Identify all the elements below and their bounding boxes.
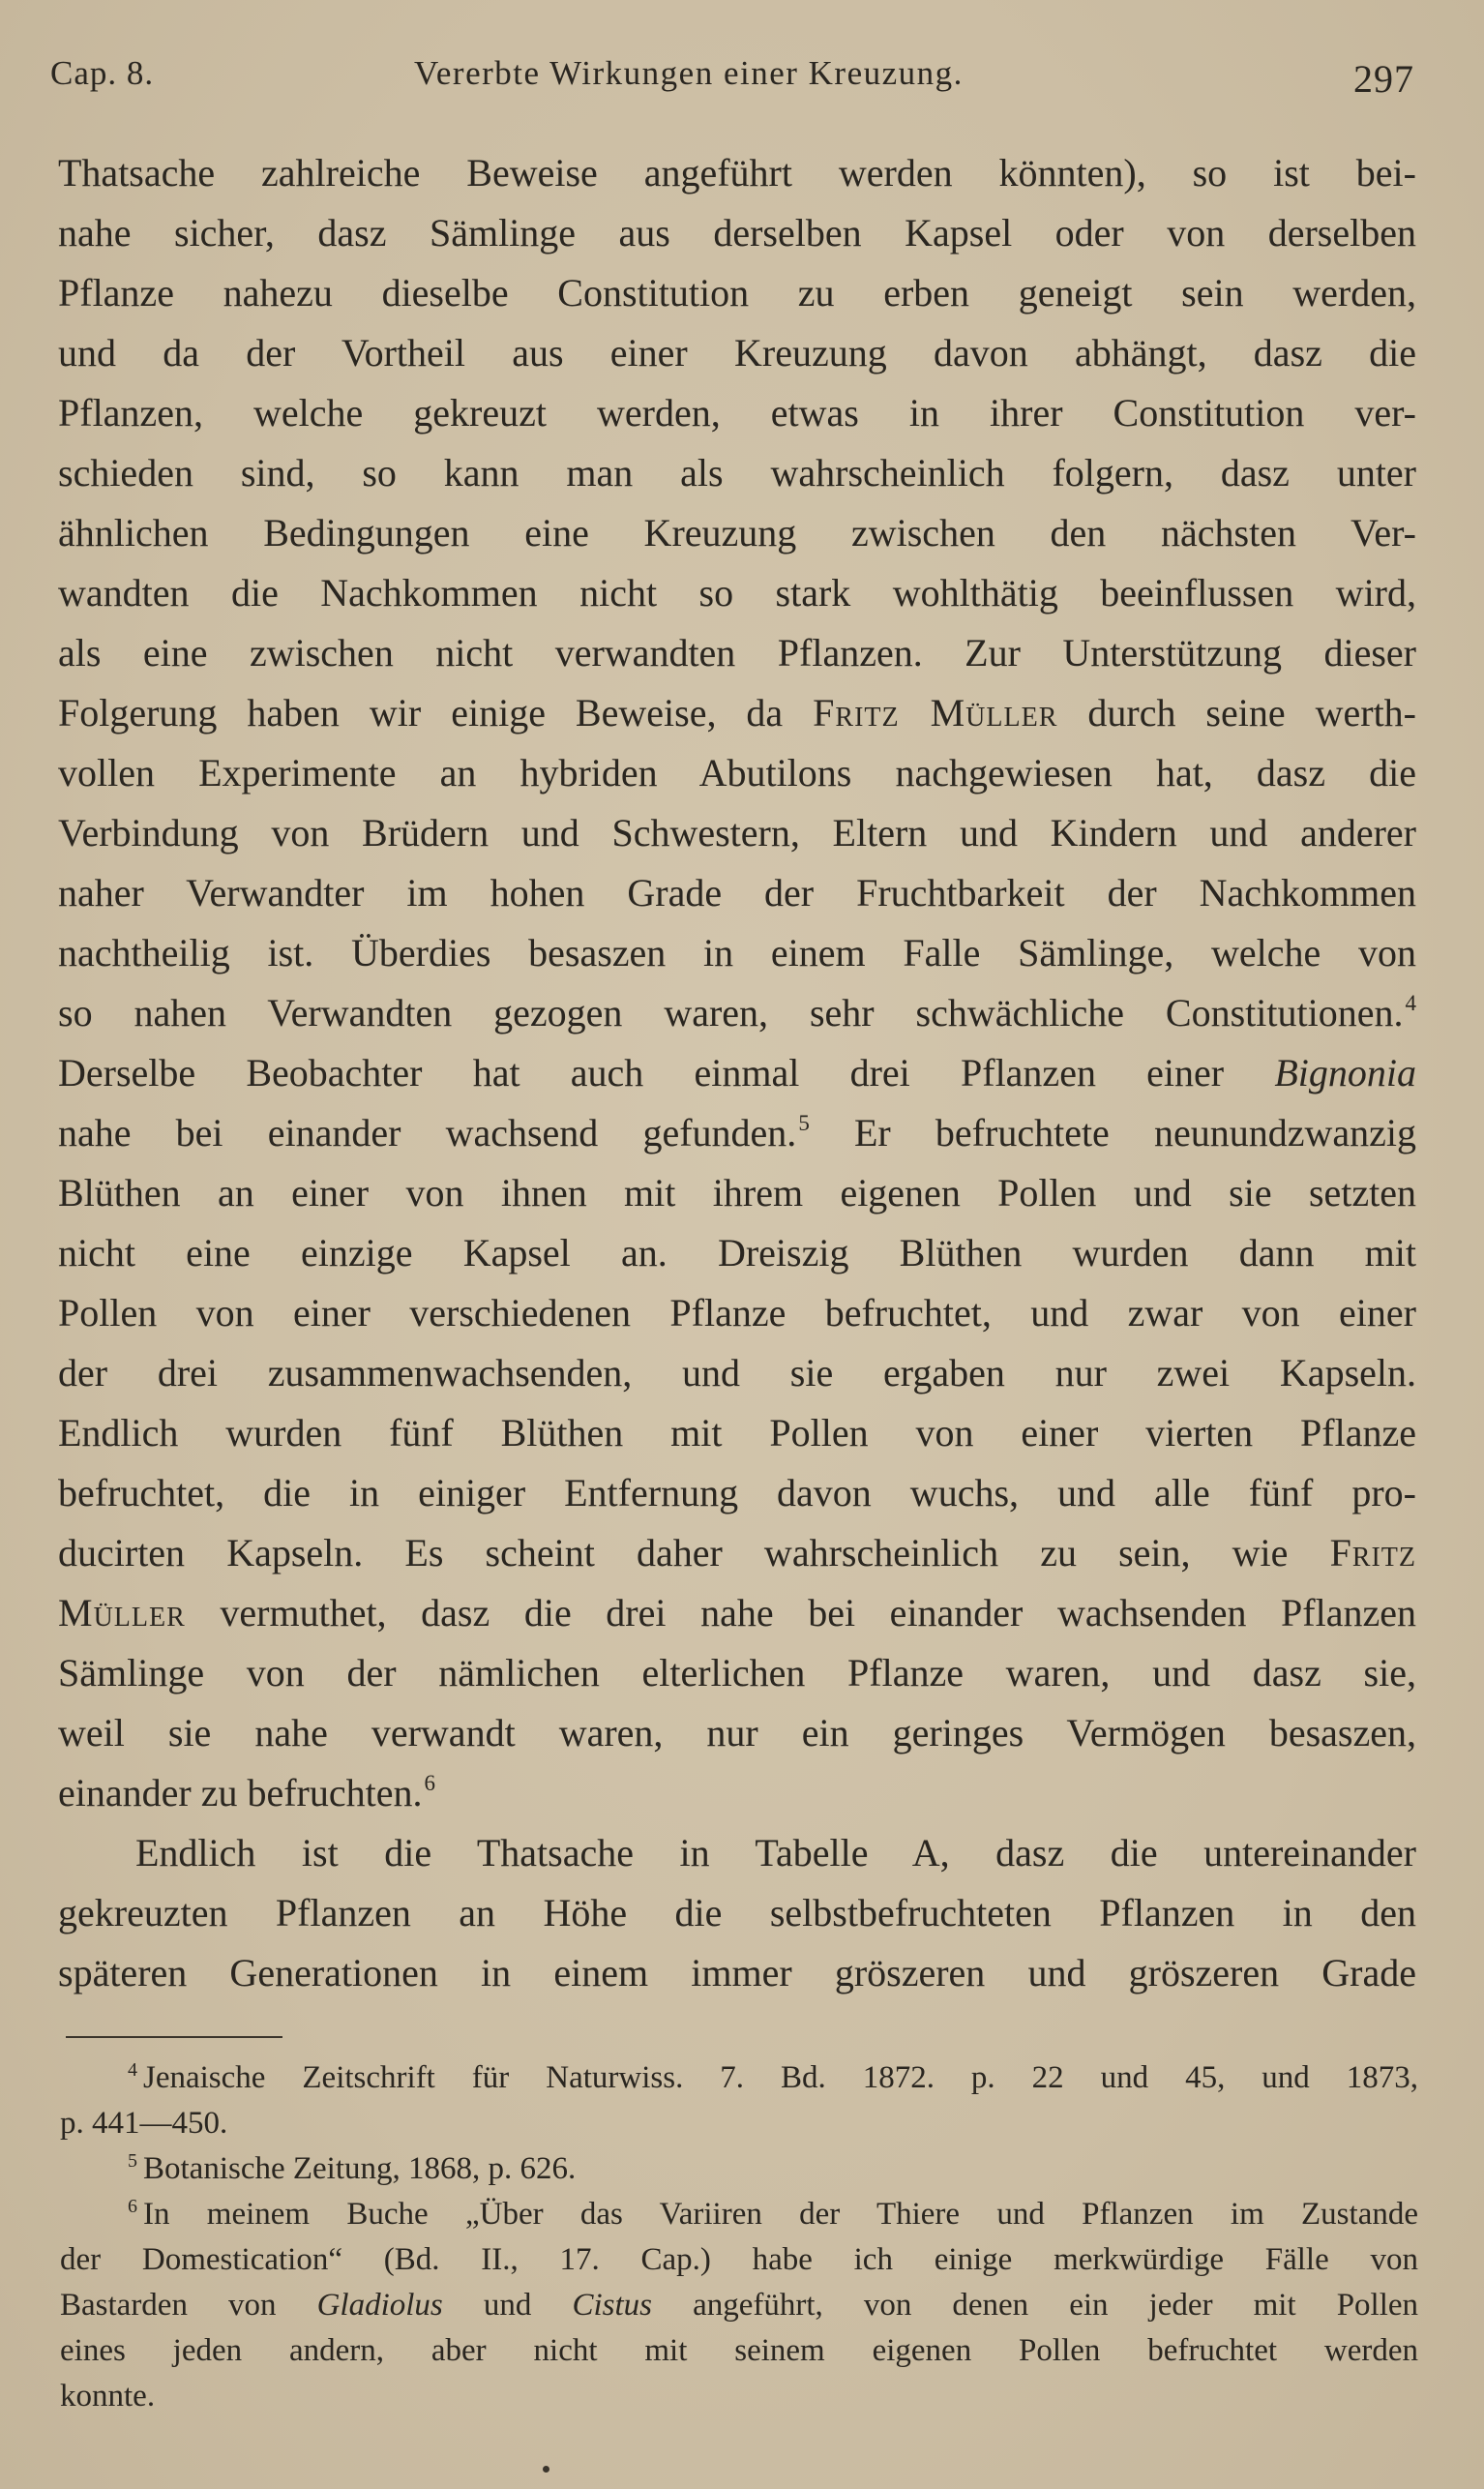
- text-line: Endlich ist die Thatsache in Tabelle A, dasz die untereinander: [135, 1831, 1416, 1874]
- text-line: späteren Generationen in einem immer gröszeren und gröszeren Grade: [58, 1951, 1416, 1994]
- text-line: ähnlichen Bedingungen eine Kreuzung zwischen den nächsten Ver-: [58, 511, 1416, 555]
- text-line: als eine zwischen nicht verwandten Pflanzen. Zur Unterstützung dieser: [58, 631, 1416, 675]
- text-run: angeführt, von denen ein jeder mit Pollen: [693, 2288, 1419, 2323]
- text-run: Botanische Zeitung, 1868, p. 626.: [143, 2151, 577, 2186]
- ink-speck: [543, 2466, 549, 2473]
- footnote-ref: 5: [798, 1111, 810, 1135]
- text-run: Derselbe Beobachter hat auch einmal drei Pflanzen einer: [58, 1051, 1225, 1095]
- text-line: [58, 1763, 1416, 1823]
- text-line: Thatsache zahlreiche Beweise angeführt werden könnten), so ist bei-: [58, 151, 1416, 195]
- text-line: weil sie nahe verwandt waren, nur ein geringes Vermögen besaszen,: [58, 1711, 1416, 1754]
- text-line: Pollen von einer verschiedenen Pflanze befruchtet, und zwar von einer: [58, 1291, 1416, 1334]
- text-run: ducirten Kapseln. Es scheint daher wahrscheinlich zu sein, wie: [58, 1531, 1289, 1574]
- text-line: nachtheilig ist. Überdies besaszen in einem Falle Sämlinge, welche von: [58, 931, 1416, 975]
- text-run: so nahen Verwandten gezogen waren, sehr schwächliche Constitutionen.: [58, 991, 1404, 1035]
- text-run: durch seine werth-: [1087, 691, 1416, 735]
- text-line: [58, 1103, 1416, 1163]
- footnote-line: p. 441—450.: [60, 2106, 228, 2141]
- text-run: Jenaische Zeitschrift für Naturwiss. 7. Bd. 1872. p. 22 und 45, und 1873,: [143, 2060, 1418, 2095]
- author-name: Müller: [58, 1591, 186, 1634]
- text-line: [58, 683, 1416, 743]
- footnote-divider: [66, 2036, 282, 2038]
- footnote-line: [60, 2055, 1418, 2101]
- text-line: naher Verwandter im hohen Grade der Fruchtbarkeit der Nachkommen: [58, 871, 1416, 915]
- text-line: befruchtet, die in einiger Entfernung davon wuchs, und alle fünf pro-: [58, 1471, 1416, 1514]
- running-head: [50, 54, 1414, 112]
- text-line: und da der Vortheil aus einer Kreuzung davon abhängt, dasz die: [58, 331, 1416, 375]
- text-run: Er befruchtete neunundzwanzig: [854, 1111, 1417, 1155]
- text-run: Bastarden von: [60, 2288, 277, 2323]
- footnotes: [60, 2055, 1418, 2419]
- footnote-line: [60, 2146, 1418, 2192]
- text-line: Endlich wurden fünf Blüthen mit Pollen von einer vierten Pflanze: [58, 1411, 1416, 1454]
- genus-name: Bignonia: [1274, 1051, 1416, 1095]
- text-line: wandten die Nachkommen nicht so stark wohlthätig beeinflussen wird,: [58, 571, 1416, 615]
- footnote-ref: 4: [1405, 991, 1416, 1015]
- text-line: [58, 983, 1416, 1043]
- footnote-line: eines jeden andern, aber nicht mit seinem eigenen Pollen befruchtet werden: [60, 2333, 1418, 2368]
- running-title: Vererbte Wirkungen einer Kreuzung.: [414, 54, 964, 92]
- text-line: [58, 1043, 1416, 1103]
- text-line: nicht eine einzige Kapsel an. Dreiszig Blüthen wurden dann mit: [58, 1231, 1416, 1274]
- footnote-ref: 6: [424, 1771, 435, 1795]
- text-line: [58, 1523, 1416, 1583]
- author-name: Fritz: [1329, 1531, 1417, 1574]
- author-name: Fritz Müller: [813, 691, 1058, 735]
- genus-name: Gladiolus: [316, 2288, 443, 2323]
- chapter-label: Cap. 8.: [50, 54, 155, 92]
- footnote-line: der Domestication“ (Bd. II., 17. Cap.) habe ich einige merkwürdige Fälle von: [60, 2242, 1418, 2277]
- text-run: und: [483, 2288, 532, 2323]
- page-number: 297: [1353, 57, 1414, 101]
- footnote-line: [60, 2283, 1418, 2328]
- footnote-number: 5: [128, 2150, 137, 2172]
- text-run: vermuthet, dasz die drei nahe bei einander wachsenden Pflanzen: [220, 1591, 1417, 1634]
- text-line: Pflanze nahezu dieselbe Constitution zu erben geneigt sein werden,: [58, 271, 1416, 315]
- footnote-line: konnte.: [60, 2379, 156, 2414]
- text-line: Verbindung von Brüdern und Schwestern, Eltern und Kindern und anderer: [58, 811, 1416, 855]
- text-line: gekreuzten Pflanzen an Höhe die selbstbefruchteten Pflanzen in den: [58, 1891, 1416, 1934]
- text-line: Pflanzen, welche gekreuzt werden, etwas in ihrer Constitution ver-: [58, 391, 1416, 435]
- footnote-number: 4: [128, 2059, 137, 2081]
- text-line: nahe sicher, dasz Sämlinge aus derselben Kapsel oder von derselben: [58, 211, 1416, 255]
- footnote-line: [60, 2192, 1418, 2237]
- text-line: Sämlinge von der nämlichen elterlichen Pflanze waren, und dasz sie,: [58, 1651, 1416, 1694]
- text-run: einander zu befruchten.: [58, 1771, 423, 1814]
- genus-name: Cistus: [572, 2288, 652, 2323]
- text-line: Blüthen an einer von ihnen mit ihrem eigenen Pollen und sie setzten: [58, 1171, 1416, 1215]
- body-text: [58, 143, 1416, 2003]
- text-run: nahe bei einander wachsend gefunden.: [58, 1111, 797, 1155]
- text-line: der drei zusammenwachsenden, und sie ergaben nur zwei Kapseln.: [58, 1351, 1416, 1394]
- footnote-number: 6: [128, 2196, 137, 2217]
- text-line: [58, 1583, 1416, 1643]
- text-line: vollen Experimente an hybriden Abutilons nachgewiesen hat, dasz die: [58, 751, 1416, 795]
- text-run: Folgerung haben wir einige Beweise, da: [58, 691, 784, 735]
- text-run: In meinem Buche „Über das Variiren der Thiere und Pflanzen im Zustande: [143, 2197, 1418, 2232]
- text-line: schieden sind, so kann man als wahrscheinlich folgern, dasz unter: [58, 451, 1416, 495]
